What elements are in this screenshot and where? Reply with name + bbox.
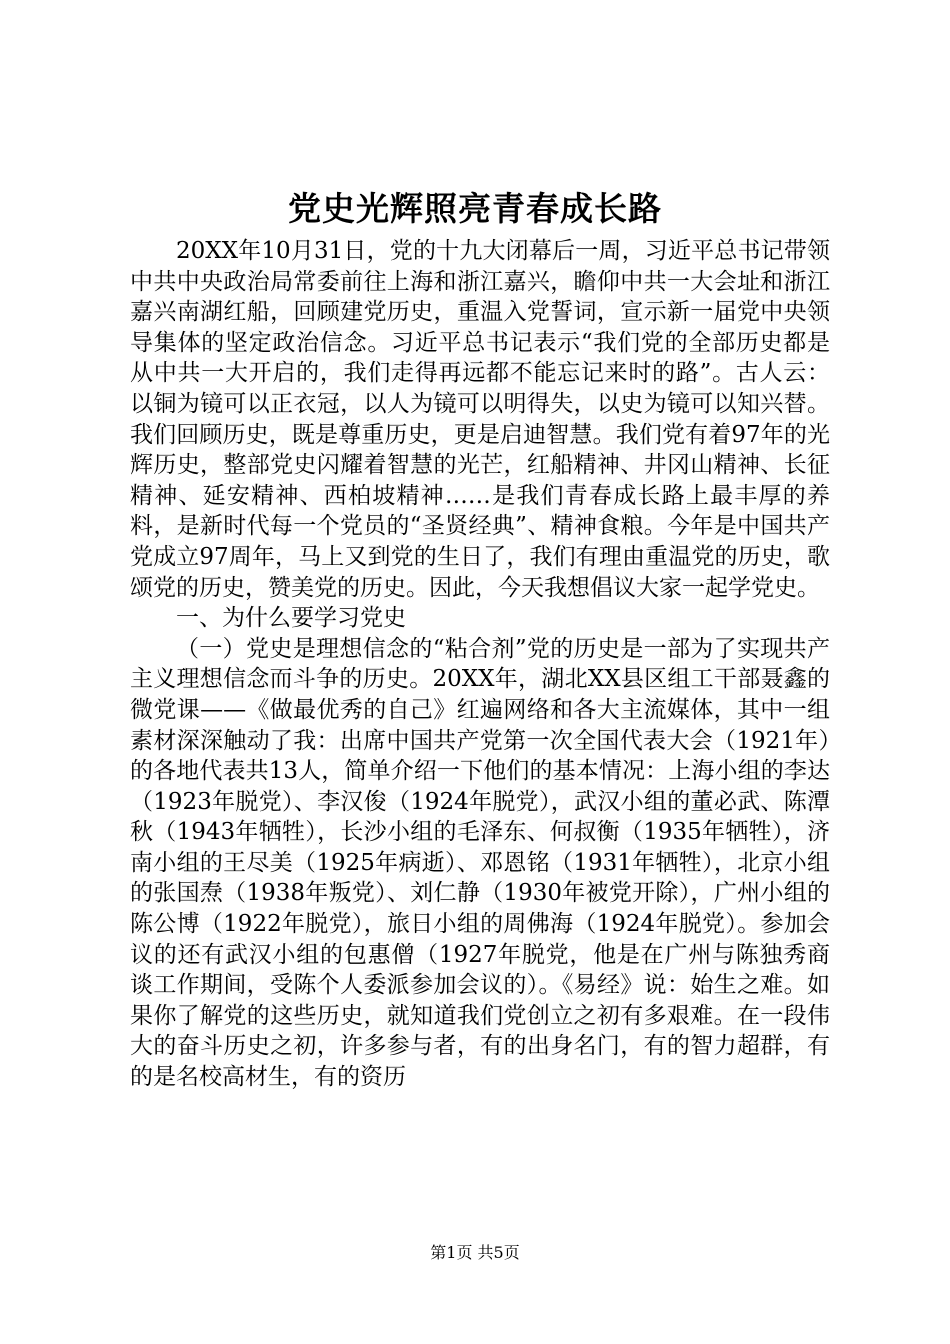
document-title: 党史光辉照亮青春成长路 [288, 189, 662, 228]
section-heading: 一、为什么要学习党史 [176, 605, 406, 632]
intro-paragraph: 20XX年10月31日，党的十九大闭幕后一周，习近平总书记带领中共中央政治局常委前往上海和浙江嘉兴，瞻仰中共一大会址和浙江嘉兴南湖红船，回顾建党历史，重温入党誓词，宣示新一届党中央领导集体的坚定政治信念。习近平总书记表示“我们党的全部历史都是从中共一大开启的，我们走得再远都不能忘记来时的路”。古人云：以铜为镜可以正衣冠，以人为镜可以明得失，以史为镜可以知兴替。我们回顾历史，既是尊重历史，更是启迪智慧。我们党有着97年的光辉历史，整部党史闪耀着智慧的光芒，红船精神、井冈山精神、长征精神、延安精神、西柏坡精神……是我们青春成长路上最丰厚的养料，是新时代每一个党员的“圣贤经典”、精神食粮。今年是中国共产党成立97周年，马上又到党的生日了，我们有理由重温党的历史，歌颂党的历史，赞美党的历史。因此，今天我想倡议大家一起学党史。 [130, 238, 830, 601]
document-body [130, 236, 830, 1093]
page-footer: 第1页 共5页 [430, 1243, 520, 1262]
subsection-paragraph: （一）党史是理想信念的“粘合剂”党的历史是一部为了实现共产主义理想信念而斗争的历史。20XX年，湖北XX县区组工干部聂鑫的微党课——《做最优秀的自己》红遍网络和各大主流媒体，其中一组素材深深触动了我：出席中国共产党第一次全国代表大会（1921年）的各地代表共13人，简单介绍一下他们的基本情况：上海小组的李达（1923年脱党）、李汉俊（1924年脱党），武汉小组的董必武、陈潭秋（1943年牺牲），长沙小组的毛泽东、何叔衡（1935年牺牲），济南小组的王尽美（1925年病逝）、邓恩铭（1931年牺牲），北京小组的张国焘（1938年叛党）、刘仁静（1930年被党开除），广州小组的陈公博（1922年脱党），旅日小组的周佛海（1924年脱党）。参加会议的还有武汉小组的包惠僧（1927年脱党，他是在广州与陈独秀商谈工作期间，受陈个人委派参加会议的）。《易经》说：始生之难。如果你了解党的这些历史，就知道我们党创立之初有多艰难。在一段伟大的奋斗历史之初，许多参与者，有的出身名门，有的智力超群，有的是名校高材生，有的资历 [130, 635, 830, 1091]
